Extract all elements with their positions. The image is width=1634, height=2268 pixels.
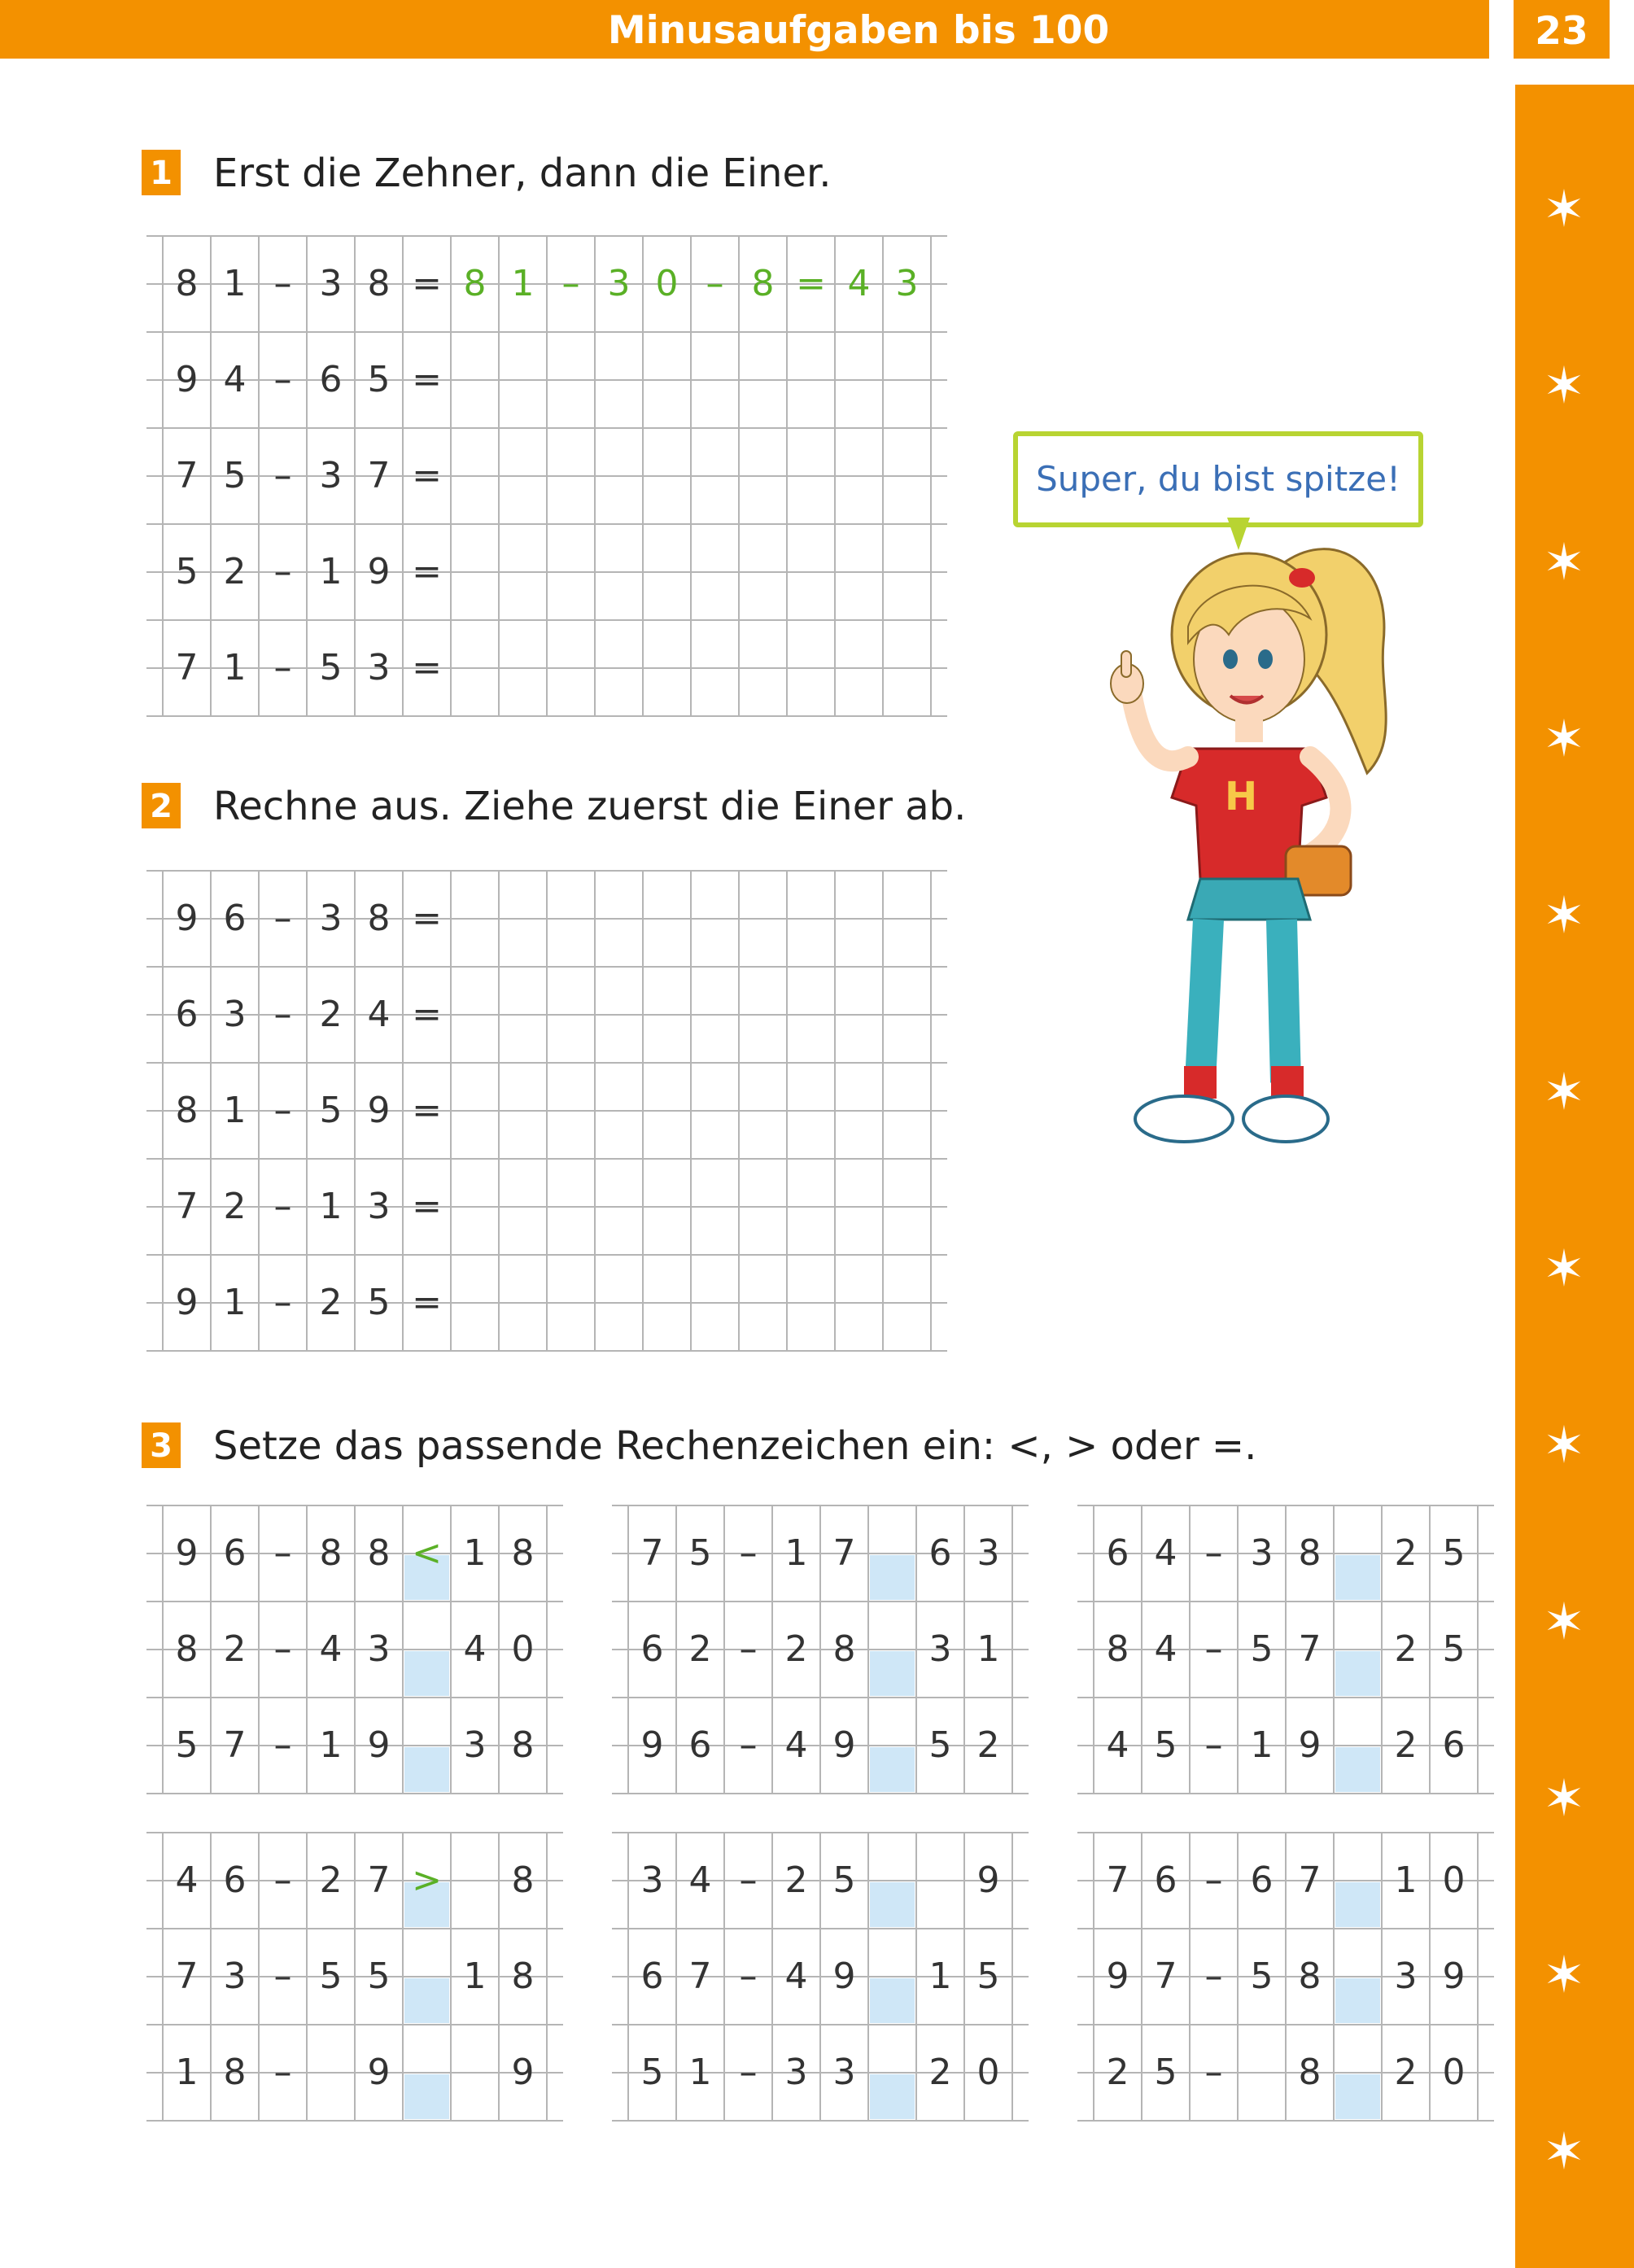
task-number-2: 2 <box>142 783 181 828</box>
comparison-digit: 6 <box>223 1532 247 1574</box>
equation-digit: 1 <box>319 551 343 592</box>
shirt-letter: H <box>1225 774 1258 819</box>
girl-shoe-left <box>1135 1096 1233 1142</box>
equation-digit: – <box>273 1282 292 1323</box>
comparison-digit: 7 <box>367 1859 391 1901</box>
speech-bubble <box>1013 431 1423 527</box>
equation-digit: 8 <box>175 263 199 304</box>
speech-bubble-text: Super, du bist spitze! <box>1036 459 1400 499</box>
comparison-digit: 2 <box>928 2052 952 2093</box>
comparison-digit: 9 <box>1298 1724 1322 1766</box>
comparison-sign-slot[interactable] <box>1335 2074 1380 2119</box>
comparison-digit: 3 <box>1394 1956 1418 1997</box>
equation-digit: 2 <box>319 994 343 1035</box>
comparison-digit: – <box>1204 1628 1223 1670</box>
comparison-digit: 6 <box>640 1956 664 1997</box>
equation-digit: = <box>412 1282 442 1323</box>
answer-digit: 8 <box>463 263 487 304</box>
comparison-digit: 3 <box>367 1628 391 1670</box>
comparison-digit: – <box>739 1628 758 1670</box>
answer-digit: 3 <box>895 263 919 304</box>
equation-digit: 3 <box>319 455 343 496</box>
equation-digit: – <box>273 1090 292 1131</box>
comparison-digit: 7 <box>832 1532 856 1574</box>
comparison-digit: 2 <box>1394 1628 1418 1670</box>
star-icon: ✶ <box>1543 1768 1585 1828</box>
comparison-digit: 9 <box>367 2052 391 2093</box>
comparison-digit: 8 <box>223 2052 247 2093</box>
equation-digit: 8 <box>175 1090 199 1131</box>
star-icon: ✶ <box>1543 1239 1585 1298</box>
comparison-sign-slot[interactable] <box>1335 1978 1380 2023</box>
comparison-digit: – <box>739 1956 758 1997</box>
comparison-digit: 1 <box>1250 1724 1274 1766</box>
comparison-digit: 2 <box>688 1628 712 1670</box>
comparison-digit: – <box>739 1532 758 1574</box>
equation-digit: 6 <box>223 898 247 939</box>
comparison-digit: 6 <box>223 1859 247 1901</box>
comparison-digit: 5 <box>1442 1628 1466 1670</box>
equation-digit: – <box>273 551 292 592</box>
equation-digit: = <box>412 898 442 939</box>
comparison-digit: 8 <box>367 1532 391 1574</box>
comparison-digit: 9 <box>640 1724 664 1766</box>
equation-digit: 7 <box>175 1186 199 1227</box>
comparison-digit: 9 <box>175 1532 199 1574</box>
comparison-sign-slot[interactable] <box>870 1651 915 1696</box>
comparison-digit: 3 <box>463 1724 487 1766</box>
comparison-digit: 6 <box>1442 1724 1466 1766</box>
equation-digit: = <box>412 1090 442 1131</box>
comparison-digit: 2 <box>976 1724 1000 1766</box>
comparison-digit: 3 <box>640 1859 664 1901</box>
comparison-digit: 8 <box>1298 2052 1322 2093</box>
comparison-digit: – <box>1204 1532 1223 1574</box>
comparison-digit: 8 <box>511 1532 535 1574</box>
star-icon: ✶ <box>1543 2122 1585 2181</box>
comparison-digit: 7 <box>1298 1859 1322 1901</box>
equation-digit: 4 <box>367 994 391 1035</box>
comparison-digit: 6 <box>928 1532 952 1574</box>
comparison-sign-slot[interactable] <box>1335 1555 1380 1600</box>
comparison-sign-slot[interactable] <box>870 2074 915 2119</box>
comparison-digit: 5 <box>928 1724 952 1766</box>
equation-digit: = <box>412 647 442 688</box>
comparison-digit: 6 <box>640 1628 664 1670</box>
comparison-digit: 9 <box>976 1859 1000 1901</box>
answer-digit: 3 <box>607 263 631 304</box>
star-icon: ✶ <box>1543 356 1585 415</box>
equation-digit: = <box>412 551 442 592</box>
page-number: 23 <box>1514 0 1610 59</box>
comparison-digit: 5 <box>175 1724 199 1766</box>
task-3-instruction: Setze das passende Rechenzeichen ein: <, > oder =. <box>213 1423 1257 1469</box>
comparison-digit: 9 <box>367 1724 391 1766</box>
answer-digit: = <box>796 263 826 304</box>
equation-digit: 2 <box>223 1186 247 1227</box>
page-title: Minusaufgaben bis 100 <box>607 8 1110 53</box>
star-icon: ✶ <box>1543 885 1585 945</box>
comparison-digit: – <box>273 1628 292 1670</box>
task-2-instruction: Rechne aus. Ziehe zuerst die Einer ab. <box>213 784 967 829</box>
equation-digit: 8 <box>367 898 391 939</box>
comparison-sign-slot[interactable] <box>404 1747 449 1792</box>
answer-digit: 1 <box>511 263 535 304</box>
equation-digit: 9 <box>175 898 199 939</box>
equation-digit: 2 <box>223 551 247 592</box>
comparison-sign-slot[interactable] <box>870 1747 915 1792</box>
comparison-digit: – <box>739 1859 758 1901</box>
equation-digit: 5 <box>319 647 343 688</box>
comparison-digit: 8 <box>511 1724 535 1766</box>
comparison-digit: 3 <box>1250 1532 1274 1574</box>
comparison-digit: 4 <box>1154 1532 1177 1574</box>
comparison-digit: 7 <box>1298 1628 1322 1670</box>
answer-digit: – <box>561 263 580 304</box>
comparison-digit: – <box>273 1724 292 1766</box>
comparison-digit: 6 <box>688 1724 712 1766</box>
comparison-digit: 5 <box>319 1956 343 1997</box>
comparison-digit: 9 <box>1442 1956 1466 1997</box>
comparison-digit: – <box>1204 1859 1223 1901</box>
comparison-digit: 5 <box>1442 1532 1466 1574</box>
equation-digit: 2 <box>319 1282 343 1323</box>
equation-digit: 5 <box>175 551 199 592</box>
comparison-digit: – <box>739 1724 758 1766</box>
answer-digit: 8 <box>751 263 775 304</box>
comparison-digit: 8 <box>1298 1532 1322 1574</box>
comparison-digit: 8 <box>511 1956 535 1997</box>
equation-digit: 9 <box>367 1090 391 1131</box>
star-icon: ✶ <box>1543 1062 1585 1121</box>
comparison-digit: – <box>273 1956 292 1997</box>
equation-digit: 3 <box>319 898 343 939</box>
equation-digit: 3 <box>223 994 247 1035</box>
equation-digit: 8 <box>367 263 391 304</box>
equation-digit: 9 <box>175 359 199 400</box>
equation-digit: 6 <box>175 994 199 1035</box>
equation-digit: – <box>273 263 292 304</box>
comparison-digit: 7 <box>175 1956 199 1997</box>
comparison-digit: 5 <box>976 1956 1000 1997</box>
equation-digit: 1 <box>223 1090 247 1131</box>
equation-digit: = <box>412 359 442 400</box>
comparison-digit: 2 <box>784 1628 808 1670</box>
comparison-digit: 1 <box>784 1532 808 1574</box>
star-icon: ✶ <box>1543 1415 1585 1475</box>
comparison-digit: – <box>1204 1724 1223 1766</box>
comparison-digit: 4 <box>688 1859 712 1901</box>
comparison-sign-slot[interactable] <box>404 1978 449 2023</box>
equation-digit: 1 <box>319 1186 343 1227</box>
equation-digit: = <box>412 1186 442 1227</box>
equation-digit: 4 <box>223 359 247 400</box>
comparison-digit: 5 <box>1154 1724 1177 1766</box>
comparison-digit: 2 <box>319 1859 343 1901</box>
equation-digit: – <box>273 647 292 688</box>
comparison-digit: 6 <box>1106 1532 1129 1574</box>
comparison-digit: 7 <box>1154 1956 1177 1997</box>
comparison-digit: 2 <box>784 1859 808 1901</box>
comparison-digit: 7 <box>1106 1859 1129 1901</box>
comparison-digit: 1 <box>175 2052 199 2093</box>
star-icon: ✶ <box>1543 1592 1585 1651</box>
comparison-digit: 1 <box>1394 1859 1418 1901</box>
task-number-3: 3 <box>142 1422 181 1468</box>
comparison-digit: 8 <box>1298 1956 1322 1997</box>
comparison-digit: – <box>1204 1956 1223 1997</box>
comparison-sign-slot[interactable] <box>870 1882 915 1927</box>
comparison-digit: 3 <box>832 2052 856 2093</box>
comparison-digit: 9 <box>832 1956 856 1997</box>
comparison-sign-slot[interactable] <box>1335 1747 1380 1792</box>
comparison-digit: 0 <box>511 1628 535 1670</box>
comparison-sign-slot[interactable] <box>870 1555 915 1600</box>
star-icon: ✶ <box>1543 1945 1585 2004</box>
comparison-digit: 9 <box>511 2052 535 2093</box>
comparison-digit: 0 <box>1442 1859 1466 1901</box>
star-icon: ✶ <box>1543 709 1585 768</box>
comparison-digit: 9 <box>832 1724 856 1766</box>
girl-shoe-right <box>1243 1096 1328 1142</box>
equation-digit: 5 <box>319 1090 343 1131</box>
comparison-digit: 2 <box>1106 2052 1129 2093</box>
equation-digit: 5 <box>223 455 247 496</box>
comparison-digit: 4 <box>175 1859 199 1901</box>
comparison-digit: 5 <box>367 1956 391 1997</box>
answer-digit: 0 <box>655 263 679 304</box>
equation-digit: 6 <box>319 359 343 400</box>
equation-digit: – <box>273 1186 292 1227</box>
comparison-digit: 5 <box>640 2052 664 2093</box>
comparison-sign: < <box>412 1532 442 1574</box>
equation-digit: – <box>273 455 292 496</box>
comparison-digit: 8 <box>832 1628 856 1670</box>
comparison-digit: 2 <box>1394 1724 1418 1766</box>
equation-digit: 1 <box>223 1282 247 1323</box>
comparison-digit: 3 <box>784 2052 808 2093</box>
comparison-digit: 6 <box>1154 1859 1177 1901</box>
comparison-sign: > <box>412 1859 442 1901</box>
comparison-digit: 2 <box>223 1628 247 1670</box>
comparison-digit: 5 <box>1250 1628 1274 1670</box>
equation-digit: 9 <box>175 1282 199 1323</box>
equation-digit: 7 <box>175 455 199 496</box>
comparison-sign-slot[interactable] <box>404 1651 449 1696</box>
answer-digit: 4 <box>847 263 871 304</box>
comparison-digit: 5 <box>688 1532 712 1574</box>
equation-digit: 7 <box>175 647 199 688</box>
comparison-sign-slot[interactable] <box>1335 1882 1380 1927</box>
girl-illustration <box>1042 529 1465 1164</box>
equation-digit: 3 <box>367 647 391 688</box>
star-icon: ✶ <box>1543 179 1585 238</box>
comparison-digit: 0 <box>976 2052 1000 2093</box>
comparison-digit: 8 <box>511 1859 535 1901</box>
comparison-digit: 4 <box>463 1628 487 1670</box>
comparison-digit: 1 <box>688 2052 712 2093</box>
comparison-digit: 2 <box>1394 2052 1418 2093</box>
comparison-digit: 4 <box>784 1956 808 1997</box>
comparison-sign-slot[interactable] <box>870 1978 915 2023</box>
comparison-digit: 5 <box>1250 1956 1274 1997</box>
star-icon: ✶ <box>1543 532 1585 592</box>
comparison-digit: – <box>273 2052 292 2093</box>
comparison-digit: 6 <box>1250 1859 1274 1901</box>
comparison-digit: 1 <box>928 1956 952 1997</box>
comparison-digit: 2 <box>1394 1532 1418 1574</box>
equation-digit: – <box>273 898 292 939</box>
equation-digit: – <box>273 359 292 400</box>
task-1-instruction: Erst die Zehner, dann die Einer. <box>213 151 832 196</box>
comparison-digit: 4 <box>784 1724 808 1766</box>
comparison-digit: 4 <box>1106 1724 1129 1766</box>
comparison-digit: 7 <box>640 1532 664 1574</box>
comparison-digit: 8 <box>1106 1628 1129 1670</box>
comparison-digit: 7 <box>688 1956 712 1997</box>
comparison-sign-slot[interactable] <box>404 2074 449 2119</box>
comparison-digit: 1 <box>463 1532 487 1574</box>
equation-digit: = <box>412 455 442 496</box>
comparison-digit: 5 <box>832 1859 856 1901</box>
equation-digit: 1 <box>223 263 247 304</box>
task-number-1: 1 <box>142 150 181 195</box>
equation-digit: 3 <box>367 1186 391 1227</box>
comparison-digit: 5 <box>1154 2052 1177 2093</box>
comparison-digit: 3 <box>928 1628 952 1670</box>
comparison-digit: 1 <box>463 1956 487 1997</box>
equation-digit: 9 <box>367 551 391 592</box>
equation-digit: = <box>412 994 442 1035</box>
equation-digit: 5 <box>367 359 391 400</box>
comparison-digit: 7 <box>223 1724 247 1766</box>
comparison-digit: 0 <box>1442 2052 1466 2093</box>
comparison-digit: 4 <box>319 1628 343 1670</box>
answer-digit: – <box>706 263 724 304</box>
comparison-digit: 1 <box>976 1628 1000 1670</box>
equation-digit: 3 <box>319 263 343 304</box>
comparison-digit: 1 <box>319 1724 343 1766</box>
comparison-digit: 3 <box>976 1532 1000 1574</box>
comparison-digit: 8 <box>175 1628 199 1670</box>
comparison-digit: 4 <box>1154 1628 1177 1670</box>
comparison-digit: – <box>273 1859 292 1901</box>
comparison-digit: 8 <box>319 1532 343 1574</box>
equation-digit: – <box>273 994 292 1035</box>
comparison-digit: – <box>1204 2052 1223 2093</box>
comparison-digit: – <box>273 1532 292 1574</box>
comparison-digit: 9 <box>1106 1956 1129 1997</box>
equation-digit: 1 <box>223 647 247 688</box>
equation-digit: 7 <box>367 455 391 496</box>
comparison-digit: – <box>739 2052 758 2093</box>
comparison-sign-slot[interactable] <box>1335 1651 1380 1696</box>
equation-digit: 5 <box>367 1282 391 1323</box>
comparison-digit: 3 <box>223 1956 247 1997</box>
equation-digit: = <box>412 263 442 304</box>
